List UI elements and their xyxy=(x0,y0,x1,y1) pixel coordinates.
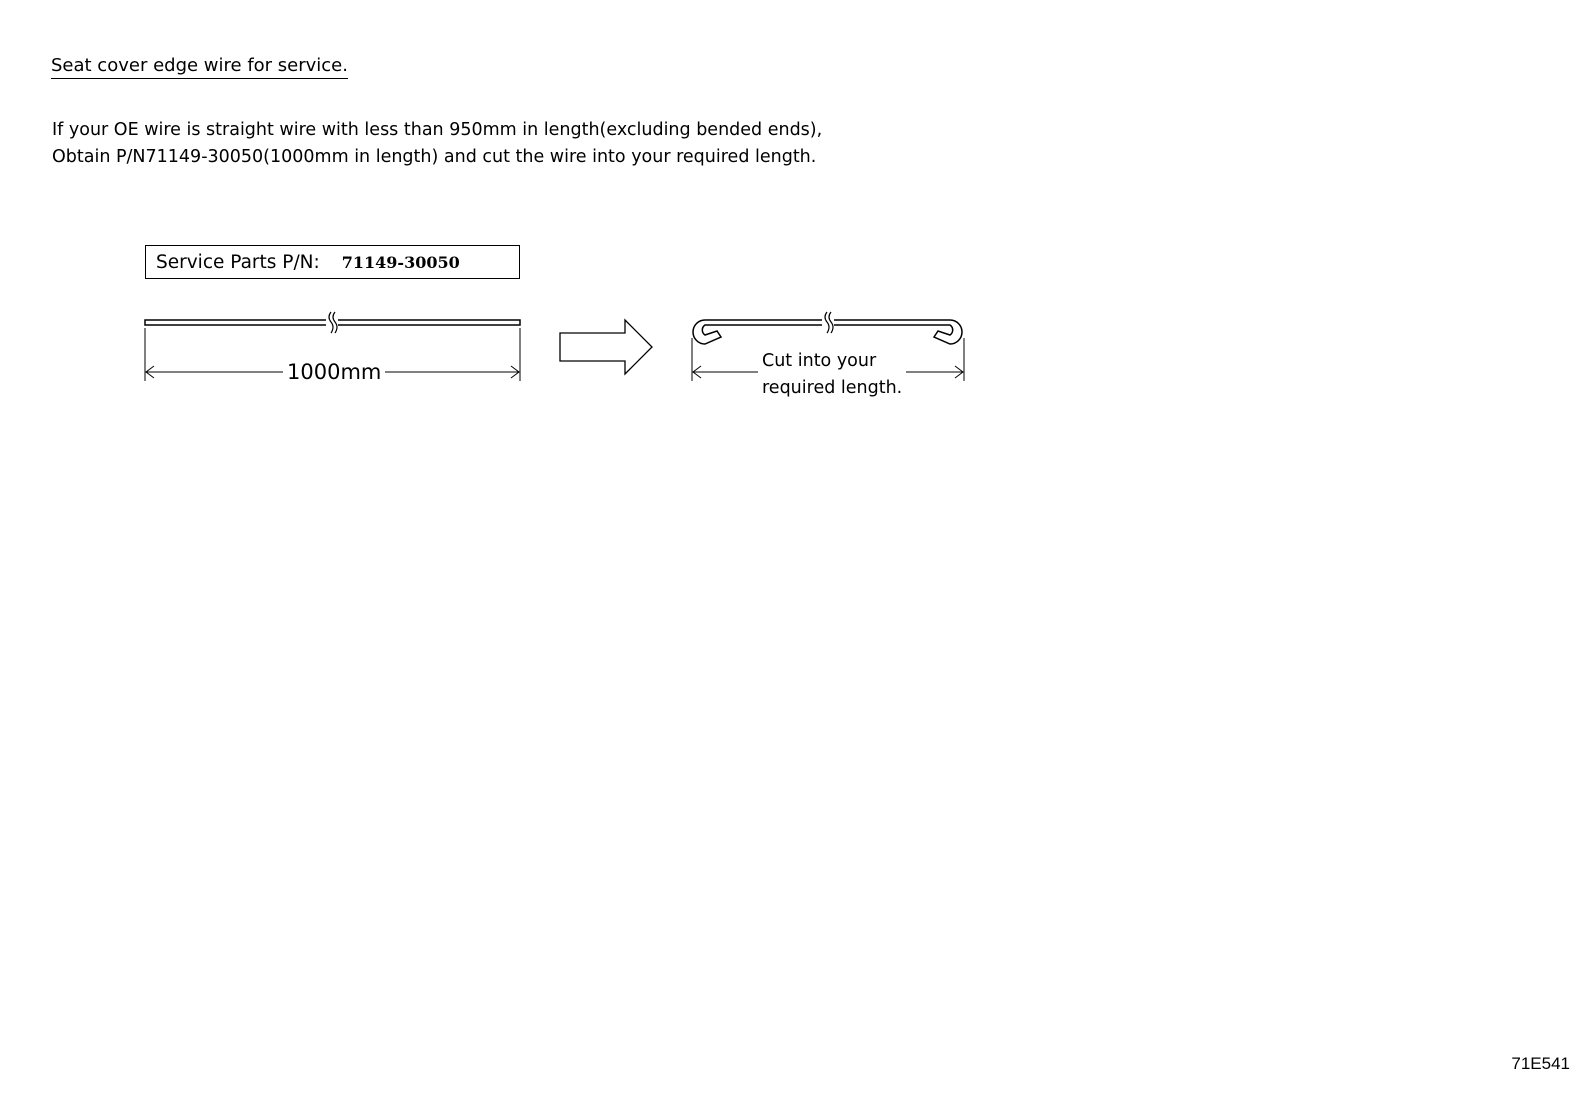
instruction-line-2: Obtain P/N71149-30050(1000mm in length) and cut the wire into your required length. xyxy=(52,147,817,167)
cut-length-label-line-1: Cut into your xyxy=(762,351,877,371)
process-arrow-icon xyxy=(560,320,652,374)
break-mark-left-icon xyxy=(326,312,338,333)
page-title: Seat cover edge wire for service. xyxy=(51,55,348,79)
break-mark-right-icon xyxy=(822,312,834,333)
length-1000mm-label: 1000mm xyxy=(283,360,385,384)
cut-length-label xyxy=(758,348,906,402)
footer-code: 71E541 xyxy=(1511,1054,1570,1073)
cut-length-label-line-2: required length. xyxy=(762,378,903,398)
service-parts-label: Service Parts P/N: xyxy=(156,251,320,273)
instruction-line-1: If your OE wire is straight wire with less than 950mm in length(excluding bended ends), xyxy=(52,120,823,140)
service-parts-number: 71149-30050 xyxy=(341,252,460,272)
